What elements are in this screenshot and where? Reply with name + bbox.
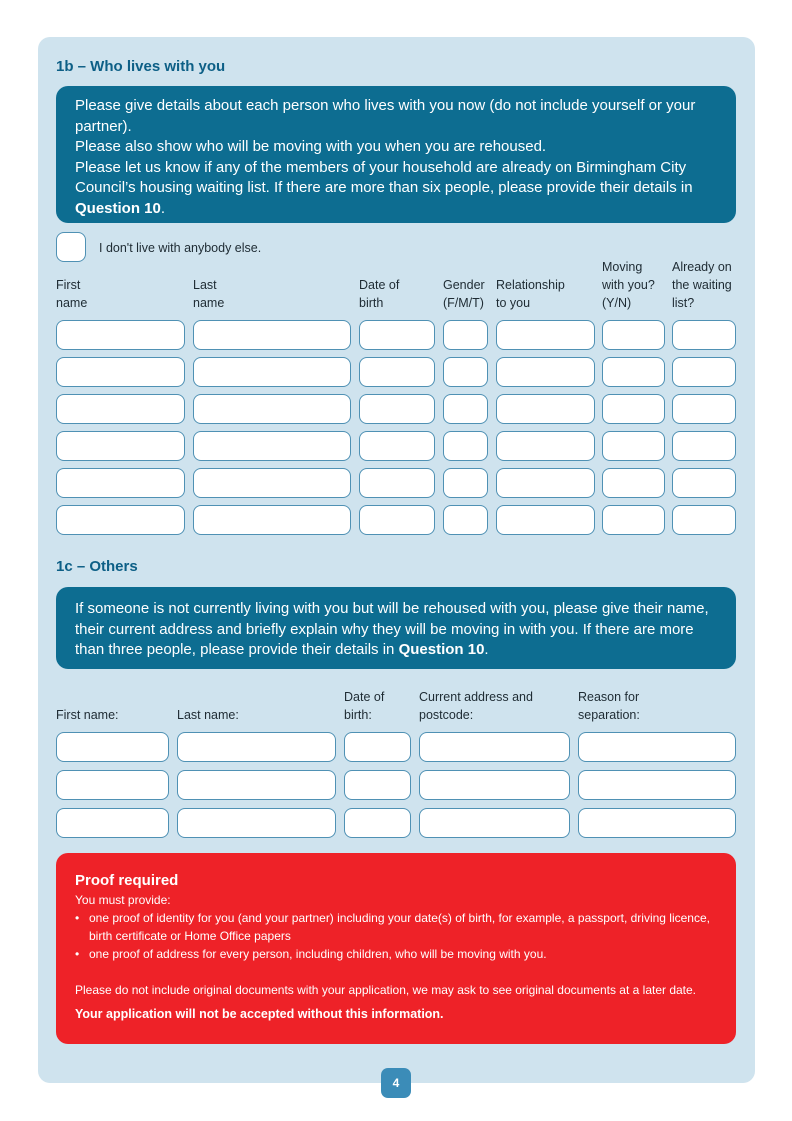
col-waiting-list: Already on the waiting list?	[672, 260, 732, 310]
section-1b-title: 1b – Who lives with you	[56, 58, 226, 75]
others-current-address-input-row-2[interactable]	[419, 770, 570, 800]
household-first-name-input-row-2[interactable]	[56, 357, 185, 387]
household-moving-with-you-input-row-1[interactable]	[602, 320, 665, 350]
question-10-ref-1c: Question 10	[398, 641, 485, 658]
household-relationship-input-row-1[interactable]	[496, 320, 595, 350]
household-relationship-input-row-5[interactable]	[496, 468, 595, 498]
others-first-name-input-row-3[interactable]	[56, 808, 169, 838]
col-last-name: Last name	[193, 278, 225, 310]
info-1b-line1: Please give details about each person who lives with you now (do not include yourself or your partner).	[75, 97, 696, 135]
household-waiting-list-input-row-3[interactable]	[672, 394, 736, 424]
col-1c-reason: Reason for separation:	[578, 690, 640, 722]
col-1c-last-name: Last name:	[177, 708, 239, 722]
others-date-of-birth-input-row-2[interactable]	[344, 770, 411, 800]
proof-title: Proof required	[75, 872, 179, 889]
household-moving-with-you-input-row-4[interactable]	[602, 431, 665, 461]
household-gender-input-row-2[interactable]	[443, 357, 488, 387]
household-last-name-input-row-2[interactable]	[193, 357, 351, 387]
proof-list	[75, 909, 717, 963]
others-current-address-input-row-3[interactable]	[419, 808, 570, 838]
household-first-name-input-row-4[interactable]	[56, 431, 185, 461]
household-gender-input-row-6[interactable]	[443, 505, 488, 535]
col-relationship: Relationship to you	[496, 278, 565, 310]
no-one-else-label: I don't live with anybody else.	[99, 241, 262, 255]
others-current-address-input-row-1[interactable]	[419, 732, 570, 762]
household-moving-with-you-input-row-2[interactable]	[602, 357, 665, 387]
household-first-name-input-row-5[interactable]	[56, 468, 185, 498]
others-reason-input-row-3[interactable]	[578, 808, 736, 838]
household-relationship-input-row-3[interactable]	[496, 394, 595, 424]
household-moving-with-you-input-row-6[interactable]	[602, 505, 665, 535]
household-date-of-birth-input-row-6[interactable]	[359, 505, 435, 535]
info-1b-line2: Please also show who will be moving with you when you are rehoused.	[75, 138, 547, 155]
others-last-name-input-row-3[interactable]	[177, 808, 336, 838]
household-first-name-input-row-3[interactable]	[56, 394, 185, 424]
household-date-of-birth-input-row-2[interactable]	[359, 357, 435, 387]
question-10-ref: Question 10	[75, 199, 161, 217]
household-date-of-birth-input-row-1[interactable]	[359, 320, 435, 350]
others-date-of-birth-input-row-1[interactable]	[344, 732, 411, 762]
household-date-of-birth-input-row-4[interactable]	[359, 431, 435, 461]
household-waiting-list-input-row-1[interactable]	[672, 320, 736, 350]
household-last-name-input-row-4[interactable]	[193, 431, 351, 461]
household-last-name-input-row-5[interactable]	[193, 468, 351, 498]
household-last-name-input-row-1[interactable]	[193, 320, 351, 350]
col-1c-current-address: Current address and postcode:	[419, 690, 533, 722]
others-first-name-input-row-2[interactable]	[56, 770, 169, 800]
household-gender-input-row-3[interactable]	[443, 394, 488, 424]
section-1c-title: 1c – Others	[56, 558, 138, 575]
proof-note: Please do not include original documents with your application, we may ask to see original documents at a later date.	[75, 983, 697, 997]
others-first-name-input-row-1[interactable]	[56, 732, 169, 762]
proof-warning: Your application will not be accepted without this information.	[75, 1007, 444, 1021]
household-relationship-input-row-4[interactable]	[496, 431, 595, 461]
household-date-of-birth-input-row-3[interactable]	[359, 394, 435, 424]
col-moving-with-you: Moving with you? (Y/N)	[602, 260, 655, 310]
household-first-name-input-row-1[interactable]	[56, 320, 185, 350]
household-gender-input-row-1[interactable]	[443, 320, 488, 350]
household-moving-with-you-input-row-5[interactable]	[602, 468, 665, 498]
household-last-name-input-row-3[interactable]	[193, 394, 351, 424]
household-waiting-list-input-row-2[interactable]	[672, 357, 736, 387]
section-1b-info-box	[56, 86, 736, 223]
info-1b-line3: Please let us know if any of the members of your household are already on Birmingham City Council’s housing waiting list. If there are more than six people, please provide their details in Question 10.	[75, 158, 693, 217]
no-one-else-checkbox[interactable]	[56, 232, 86, 262]
others-date-of-birth-input-row-3[interactable]	[344, 808, 411, 838]
household-date-of-birth-input-row-5[interactable]	[359, 468, 435, 498]
household-waiting-list-input-row-6[interactable]	[672, 505, 736, 535]
household-relationship-input-row-2[interactable]	[496, 357, 595, 387]
household-gender-input-row-4[interactable]	[443, 431, 488, 461]
household-waiting-list-input-row-5[interactable]	[672, 468, 736, 498]
household-waiting-list-input-row-4[interactable]	[672, 431, 736, 461]
section-1c-info-box	[56, 587, 736, 669]
others-reason-input-row-2[interactable]	[578, 770, 736, 800]
household-moving-with-you-input-row-3[interactable]	[602, 394, 665, 424]
col-first-name: First name	[56, 278, 88, 310]
household-relationship-input-row-6[interactable]	[496, 505, 595, 535]
others-reason-input-row-1[interactable]	[578, 732, 736, 762]
col-gender: Gender (F/M/T)	[443, 278, 485, 310]
col-date-of-birth: Date of birth	[359, 278, 400, 310]
household-first-name-input-row-6[interactable]	[56, 505, 185, 535]
info-1c-text: If someone is not currently living with you but will be rehoused with you, please give their name, their current address and briefly explain why they will be moving in with you. If there are more than three people, please provide their details in Question 10.	[75, 600, 709, 658]
proof-required-box	[56, 853, 736, 1044]
household-last-name-input-row-6[interactable]	[193, 505, 351, 535]
others-last-name-input-row-2[interactable]	[177, 770, 336, 800]
col-1c-date-of-birth: Date of birth:	[344, 690, 385, 722]
proof-item-address: • one proof of address for every person, including children, who will be moving with you.	[75, 947, 547, 961]
proof-intro: You must provide:	[75, 893, 171, 907]
proof-item-identity: • one proof of identity for you (and your partner) including your date(s) of birth, for example, a passport, driving licence, birth certificate or Home Office papers	[75, 911, 710, 943]
page-number: 4	[381, 1068, 411, 1098]
others-last-name-input-row-1[interactable]	[177, 732, 336, 762]
household-gender-input-row-5[interactable]	[443, 468, 488, 498]
col-1c-first-name: First name:	[56, 708, 119, 722]
